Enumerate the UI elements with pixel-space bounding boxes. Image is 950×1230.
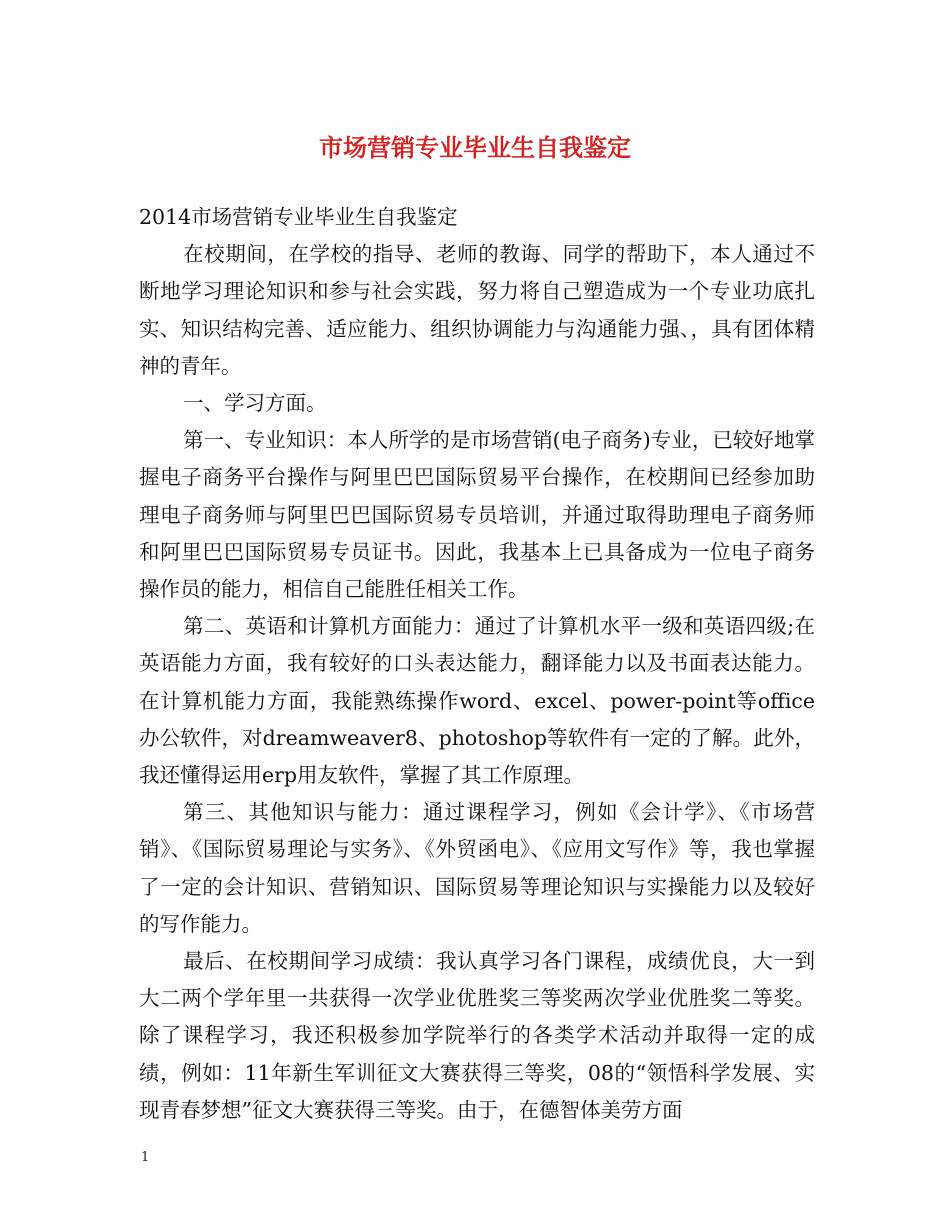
paragraph-english-computer: 第二、英语和计算机方面能力：通过了计算机水平一级和英语四级;在英语能力方面，我有较好的口头表达能力，翻译能力以及书面表达能力。在计算机能力方面，我能熟练操作word、excel、power-point等office办公软件，对dreamweaver8、photoshop等软件有一定的了解。此外，我还懂得运用erp用友软件，掌握了其工作原理。 xyxy=(139,614,815,788)
paragraph-professional-knowledge: 第一、专业知识：本人所学的是市场营销(电子商务)专业，已较好地掌握电子商务平台操作与阿里巴巴国际贸易平台操作，在校期间已经参加助理电子商务师与阿里巴巴国际贸易专员培训，并通过取得助理电子商务师和阿里巴巴国际贸易专员证书。因此，我基本上已具备成为一位电子商务操作员的能力，相信自己能胜任相关工作。 xyxy=(139,428,815,602)
paragraph-intro: 在校期间，在学校的指导、老师的教诲、同学的帮助下，本人通过不断地学习理论知识和参与社会实践，努力将自己塑造成为一个专业功底扎实、知识结构完善、适应能力、组织协调能力与沟通能力强、，具有团体精神的青年。 xyxy=(139,242,815,378)
document-title: 市场营销专业毕业生自我鉴定 xyxy=(319,134,631,162)
paragraph-grades: 最后、在校期间学习成绩：我认真学习各门课程，成绩优良，大一到大二两个学年里一共获得一次学业优胜奖三等奖两次学业优胜奖二等奖。除了课程学习，我还积极参加学院举行的各类学术活动并取得一定的成绩，例如：11年新生军训征文大赛获得三等奖，08的“领悟科学发展、实现青春梦想”征文大赛获得三等奖。由于，在德智体美劳方面 xyxy=(139,949,815,1122)
section-heading-study: 一、学习方面。 xyxy=(183,391,327,416)
page-number: 1 xyxy=(141,1150,150,1165)
document-body xyxy=(139,199,815,1129)
document-subtitle: 2014市场营销专业毕业生自我鉴定 xyxy=(139,205,458,229)
paragraph-other-abilities: 第三、其他知识与能力：通过课程学习，例如《会计学》、《市场营销》、《国际贸易理论与实务》、《外贸函电》、《应用文写作》等，我也掌握了一定的会计知识、营销知识、国际贸易等理论知识与实操能力以及较好的写作能力。 xyxy=(139,800,815,936)
